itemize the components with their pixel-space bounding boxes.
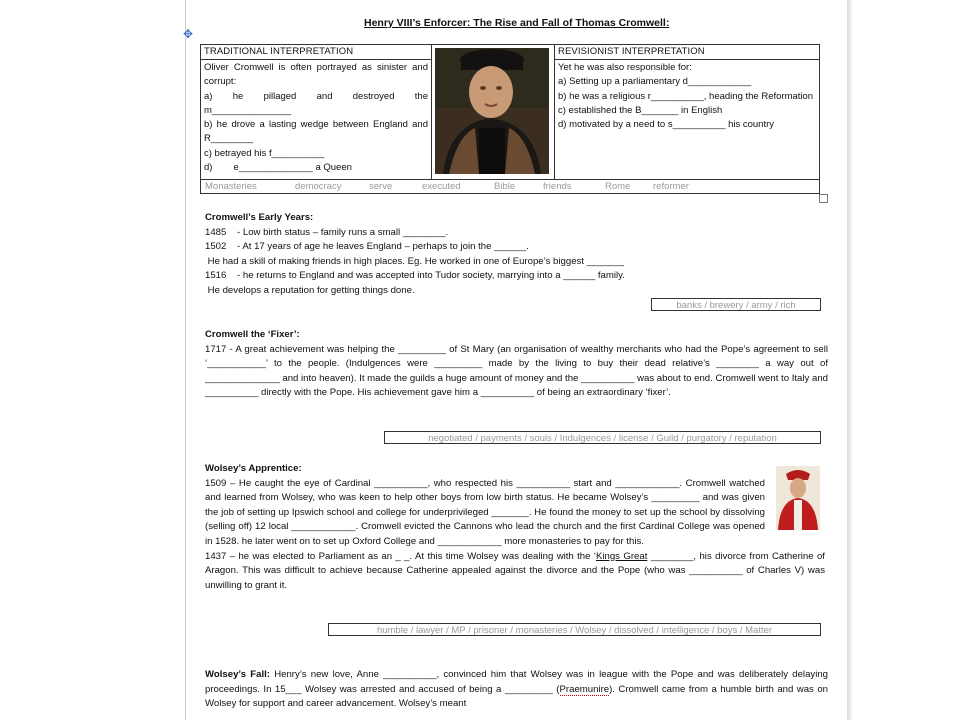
- praemunire-word: Praemunire: [559, 683, 610, 695]
- traditional-line: a) he pillaged and destroyed the m_______________: [204, 90, 428, 116]
- traditional-body: [201, 60, 431, 176]
- fall-text: Henry’s new love, Anne __________, convinced him that Wolsey was in league with the Pope and was deliberately delaying proceedings. In 15___ Wolsey was arrested and accused of being a _________ (: [205, 669, 829, 695]
- portrait-image: [435, 48, 549, 174]
- apprentice-text: ________, his divorce from Catherine of Aragon. This was difficult to achieve because Catherine appealed against the divorce and the Pope (who was __________ of Charles V) was unwilling to grant it.: [205, 550, 825, 591]
- early-years-line: 1516 - he returns to England and was accepted into Tudor society, marrying into a ______ family.: [205, 270, 625, 282]
- section-heading: Cromwell the ‘Fixer’:: [205, 329, 300, 340]
- early-years-line: 1485 - Low birth status – family runs a small ________.: [205, 226, 449, 238]
- move-handle-icon[interactable]: ✥: [183, 27, 194, 41]
- word-bank-item: friends: [543, 181, 572, 192]
- fall-text: ). Cromwell came from a humble birth and was on Wolsey for support and career advancement. Wolsey’s meant: [205, 683, 828, 710]
- early-years-word-bank: banks / brewery / army / rich: [651, 298, 821, 311]
- revisionist-body: [555, 60, 820, 133]
- traditional-line: d) e______________ a Queen: [204, 162, 352, 174]
- word-bank-item: Bible: [494, 181, 516, 192]
- apprentice-word-bank: humble / lawyer / MP / prisoner / monasteries / Wolsey / dissolved / intelligence / boys / Matter: [328, 623, 821, 636]
- revisionist-line: Yet he was also responsible for:: [558, 62, 692, 73]
- revisionist-heading: REVISIONIST INTERPRETATION: [555, 45, 820, 60]
- interpretation-table: [200, 44, 820, 194]
- word-bank-item: Rome: [605, 181, 631, 192]
- word-bank-item: Monasteries: [205, 181, 257, 192]
- apprentice-paragraph-2: [205, 550, 825, 594]
- revisionist-line: b) he was a religious r__________, heading the Reformation: [558, 90, 814, 102]
- early-years-line: He develops a reputation for getting things done.: [205, 284, 415, 296]
- intro-word-bank: [201, 179, 819, 194]
- fixer-section: [205, 328, 828, 401]
- fixer-paragraph: 1717 - A great achievement was helping the _________ of St Mary (an organisation of wealthy merchants who had the Pope’s agreement to sell ‘___________’ to the people. (Indulgences were _________ made by the living to buy their dead relative’s ________ a way out of ______________ and into heaven). It made the guilds a huge amount of money and the __________ was about to end. Cromwell went to Italy and __________ directly with the Pope. His achievement gave him a __________ of being an extraordinary ‘fixer’.: [205, 343, 828, 399]
- fixer-word-bank: negotiated / payments / souls / Indulgences / license / Guild / purgatory / reputation: [384, 431, 821, 444]
- apprentice-paragraph-1: 1509 – He caught the eye of Cardinal __________, who respected his __________ start and ____________. Cromwell watched and learned from Wolsey, who was keen to help other boys from low birth status. He became Wolsey’s _________ and was given the job of setting up Ipswich school and college for underprivileged _______. He found the money to set up the school by dissolving (selling off) 12 local ____________. Cromwell evicted the Cannons who lead the church and the first Cardinal College was opened in 1528. he later went on to set up Oxford College and ____________ more monasteries to pay for this.: [205, 477, 765, 547]
- word-bank-item: reformer: [653, 181, 689, 192]
- page-shadow: [847, 0, 853, 720]
- traditional-line: b) he drove a lasting wedge between England and R________: [204, 119, 428, 145]
- traditional-line: Oliver Cromwell is often portrayed as sinister and corrupt:: [204, 62, 428, 88]
- early-years-line: He had a skill of making friends in high places. Eg. He worked in one of Europe’s biggest _______: [205, 255, 625, 267]
- cromwell-portrait: [435, 48, 549, 174]
- early-years-section: [205, 211, 828, 299]
- revisionist-column: [554, 45, 820, 179]
- section-heading: Wolsey’s Fall:: [205, 669, 270, 680]
- page-title: Henry VIII’s Enforcer: The Rise and Fall of Thomas Cromwell:: [364, 17, 670, 29]
- word-bank-item: executed: [422, 181, 461, 192]
- traditional-column: [201, 45, 432, 179]
- revisionist-line: c) established the B_______ in English: [558, 104, 723, 116]
- revisionist-line: d) motivated by a need to s__________ his country: [558, 119, 775, 131]
- fall-section: [205, 668, 828, 712]
- apprentice-text: 1437 – he was elected to Parliament as an _ _. At this time Wolsey was dealing with the ‘: [205, 550, 596, 562]
- word-bank-item: democracy: [295, 181, 342, 192]
- section-heading: Wolsey’s Apprentice:: [205, 463, 302, 474]
- traditional-line: c) betrayed his f__________: [204, 147, 325, 159]
- apprentice-section: [205, 462, 825, 593]
- kings-great-link: Kings Great: [595, 550, 648, 562]
- traditional-heading: TRADITIONAL INTERPRETATION: [201, 45, 431, 60]
- early-years-line: 1502 - At 17 years of age he leaves England – perhaps to join the ______.: [205, 241, 529, 253]
- table-resize-handle[interactable]: [819, 194, 828, 203]
- section-heading: Cromwell’s Early Years:: [205, 212, 314, 223]
- revisionist-line: a) Setting up a parliamentary d____________: [558, 76, 752, 88]
- word-bank-item: serve: [369, 181, 393, 192]
